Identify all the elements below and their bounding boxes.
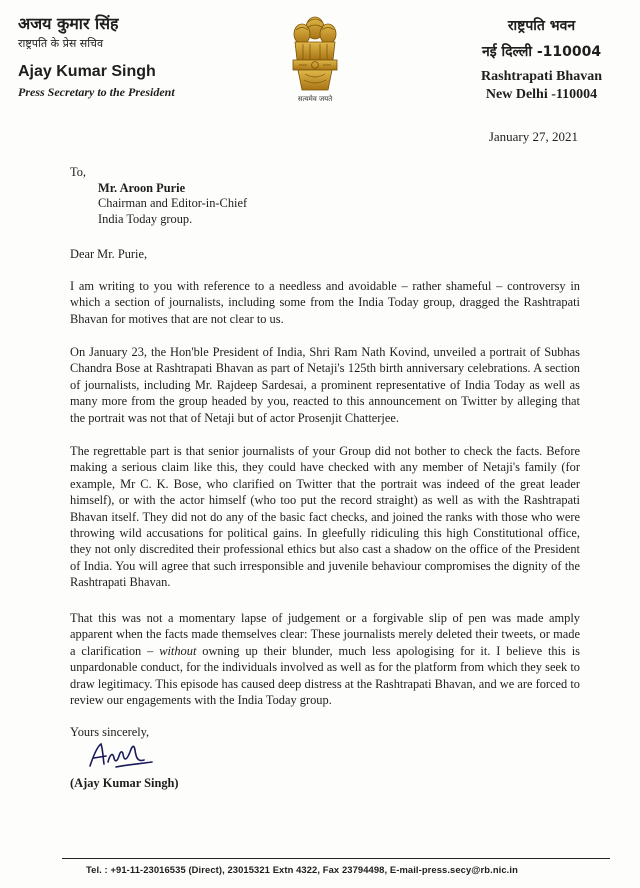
to-label: To,: [70, 165, 86, 179]
sender-title-hindi: राष्ट्रपति के प्रेस सचिव: [18, 37, 104, 50]
emblem-motto: सत्यमेव जयते: [297, 95, 333, 103]
letterhead-sender: [18, 14, 175, 100]
handwritten-signature: [86, 740, 156, 772]
letterhead-address: [481, 16, 602, 104]
paragraph-2: On January 23, the Hon'ble President of India, Shri Ram Nath Kovind, unveiled a portrait of Subhas Chandra Bose at Rashtrapati Bhavan as part of Netaji's 125th birth anniversary celebrations. A section of journalists, including Mr. Rajdeep Sardesai, a prominent representative of India Today as well as many more from the group headed by you, reacted to this announcement on Twitter by alleging that the portrait was not that of Netaji but of actor Prosenjit Chatterjee.: [70, 345, 580, 425]
paragraph-4-part-1: That this was not a momentary lapse of judgement or a forgivable slip of pen was made amply apparent when the facts made themselves clear: These journalists merely deleted their tweets, or made a clarification –: [70, 611, 580, 658]
addressee-name: Mr. Aroon Purie: [98, 180, 186, 195]
address-city: New Delhi -110004: [485, 87, 598, 102]
sender-name-hindi: अजय कुमार सिंह: [18, 14, 119, 33]
salutation: Dear Mr. Purie,: [70, 247, 148, 261]
paragraph-4-part-2: owning up their blunder, much less apologising for it. I believe this is unpardonable conduct, for the individuals involved as well as for the platform from which they seek to draw legitimacy. This episode has caused deep distress at the Rashtrapati Bhavan, and we are forced to review our engagements with the India Today group.: [70, 643, 581, 708]
sender-title: Press Secretary to the President: [18, 85, 175, 99]
address-place-hindi: राष्ट्रपति भवन: [507, 18, 576, 34]
paragraph-1: I am writing to you with reference to a needless and avoidable – rather shameful – controversy in which a section of journalists, including some from the India Today group, dragged the Rashtrapati Bhavan for motives that are not clear to us.: [70, 279, 580, 326]
addressee-org: India Today group.: [98, 211, 193, 226]
lion-capital-icon: [290, 14, 340, 92]
national-emblem: [280, 14, 350, 114]
footer-divider: [62, 858, 610, 859]
paragraph-4: [70, 610, 580, 708]
footer-contact: Tel. : +91-11-23016535 (Direct), 23015321 Extn 4322, Fax 23794498, E-mail-press.secy@rb.nic.in: [86, 864, 518, 875]
closing: Yours sincerely,: [70, 725, 150, 739]
address-city-hindi: नई दिल्ली -110004: [481, 44, 602, 60]
signatory-name: (Ajay Kumar Singh): [70, 776, 179, 790]
sender-name: Ajay Kumar Singh: [18, 63, 156, 80]
paragraph-3: The regrettable part is that senior journalists of your Group did not bother to check the facts. Before making a serious claim like this, they could have checked with any member of Netaji's family (for example, Mr C. K. Bose, who clarified on Twitter that the portrait was indeed of the great leader himself), or with the actor himself (who too put the record straight) as well as with the Rashtrapati Bhavan itself. They did not do any of the basic fact checks, and joined the ranks with those who were throwing wild accusations for political gains. In gleefully ridiculing this high Constitutional office, they not only discredited their professional ethics but also cast a shadow on the office of the President of India. You will agree that such irresponsible and juvenile behaviour compromises the dignity of the Rashtrapati Bhavan.: [70, 444, 580, 590]
addressee-block: [70, 165, 580, 227]
paragraph-4-emphasis: without: [159, 643, 197, 658]
address-place: Rashtrapati Bhavan: [481, 69, 602, 84]
addressee-title: Chairman and Editor-in-Chief: [98, 196, 248, 210]
letter-date: January 27, 2021: [488, 129, 578, 144]
